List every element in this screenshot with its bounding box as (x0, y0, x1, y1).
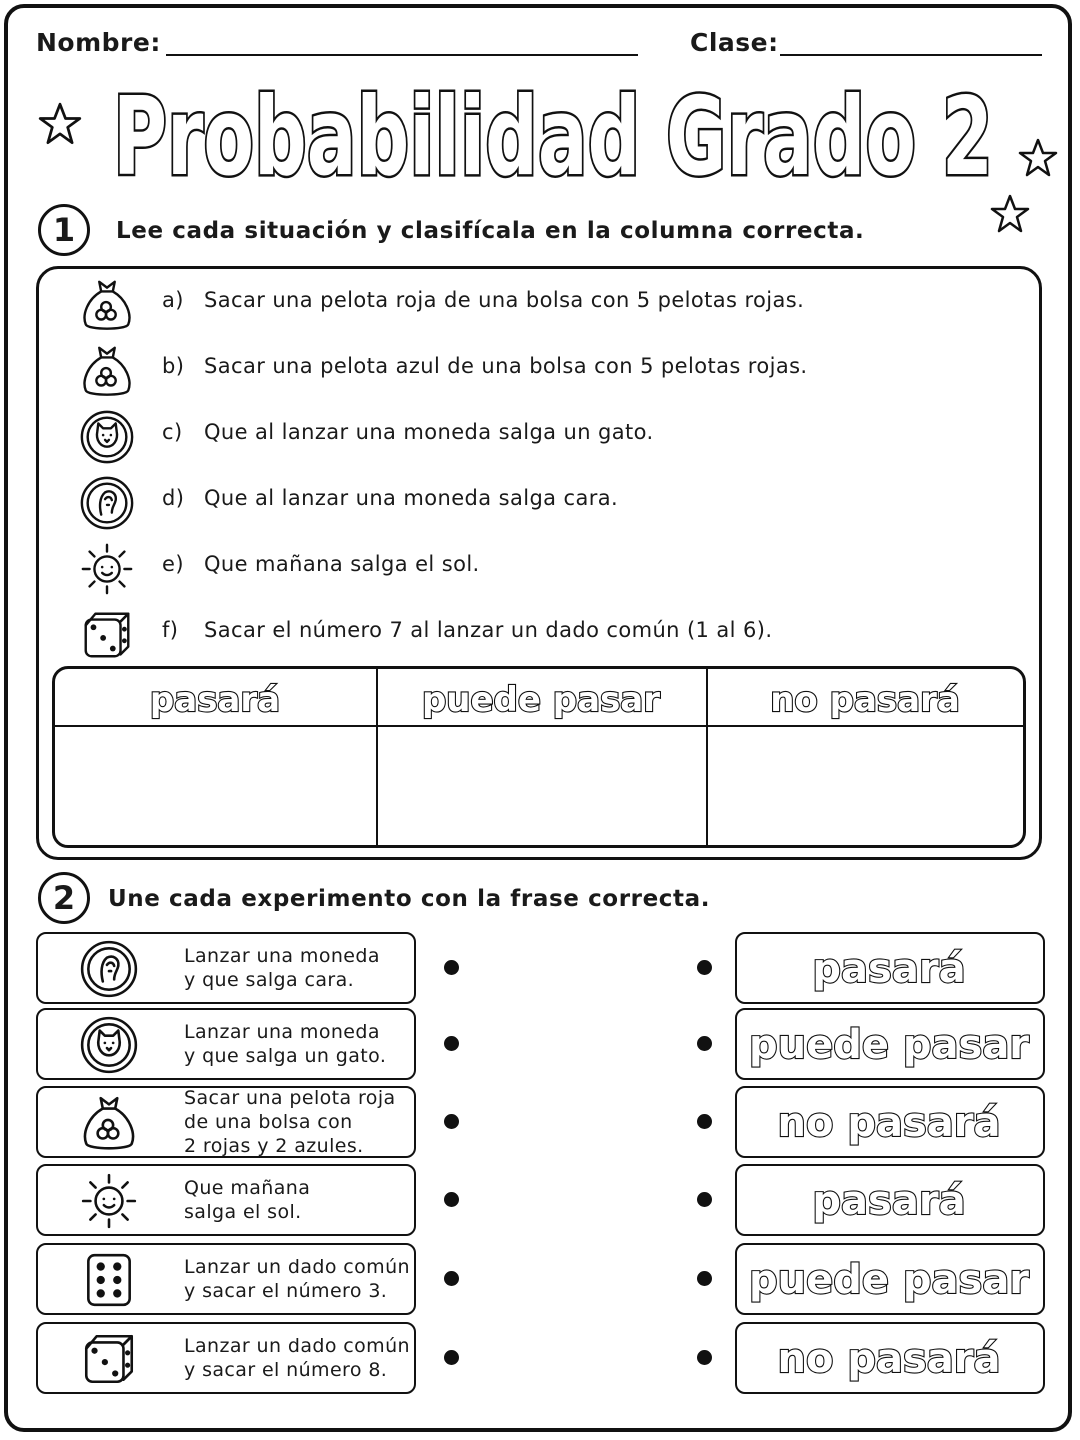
item-text: Que mañana salga el sol. (204, 552, 480, 576)
die-icon (78, 1328, 140, 1390)
match-dot-left[interactable] (444, 1192, 459, 1207)
phrase-label (737, 1010, 1042, 1077)
item-text: Sacar una pelota roja de una bolsa con 5 pelotas rojas. (204, 288, 805, 312)
column-header-pasara (55, 669, 376, 725)
face-coin-icon (78, 474, 136, 532)
phrase-card (735, 1008, 1045, 1080)
name-line[interactable] (166, 54, 638, 56)
die-icon (78, 606, 136, 664)
bag-of-balls-icon (78, 276, 136, 334)
item-letter: b) (162, 354, 185, 378)
match-dot-right[interactable] (697, 1036, 712, 1051)
answer-cell-no-pasara[interactable] (708, 727, 1026, 847)
match-dot-left[interactable] (444, 1036, 459, 1051)
bag-of-balls-icon (78, 1092, 140, 1154)
item-letter: f) (162, 618, 179, 642)
phrase-card (735, 1322, 1045, 1394)
experiment-text: Lanzar una moneda y que salga cara. (184, 945, 380, 991)
situation-item (162, 354, 808, 378)
match-dot-left[interactable] (444, 960, 459, 975)
match-dot-right[interactable] (697, 960, 712, 975)
star-icon (38, 102, 82, 146)
item-text: Sacar el número 7 al lanzar un dado común (1 al 6). (204, 618, 773, 642)
match-dot-right[interactable] (697, 1192, 712, 1207)
cat-coin-icon (78, 408, 136, 466)
svg-text:puede pasar: puede pasar (421, 680, 661, 720)
svg-text:pasará: pasará (812, 946, 966, 992)
svg-text:puede pasar: puede pasar (748, 1022, 1030, 1068)
answer-cell-pasara[interactable] (55, 727, 376, 847)
match-dot-left[interactable] (444, 1114, 459, 1129)
experiment-card (36, 1164, 416, 1236)
class-line[interactable] (780, 54, 1042, 56)
phrase-label (737, 1166, 1042, 1233)
experiment-card (36, 1008, 416, 1080)
class-label: Clase: (690, 28, 779, 57)
item-letter: c) (162, 420, 183, 444)
item-letter: a) (162, 288, 184, 312)
column-header-no-pasara (706, 669, 1024, 725)
phrase-label (737, 934, 1042, 1001)
svg-text:Probabilidad Grado 2: Probabilidad Grado 2 (113, 75, 993, 200)
phrase-label (737, 1245, 1042, 1312)
experiment-text: Sacar una pelota roja de una bolsa con 2 rojas y 2 azules. (184, 1087, 396, 1157)
item-letter: e) (162, 552, 184, 576)
experiment-text: Lanzar una moneda y que salga un gato. (184, 1021, 387, 1067)
sun-icon (78, 1170, 140, 1232)
match-dot-right[interactable] (697, 1114, 712, 1129)
column-header-puede-pasar (376, 669, 706, 725)
experiment-card (36, 1243, 416, 1315)
section-number: 2 (38, 872, 90, 924)
section-number: 1 (38, 204, 90, 256)
situation-item (162, 420, 654, 444)
star-icon (1018, 138, 1058, 178)
section-instruction: Une cada experimento con la frase correcta. (108, 886, 711, 912)
experiment-card (36, 1322, 416, 1394)
sun-icon (78, 540, 136, 598)
item-text: Sacar una pelota azul de una bolsa con 5 pelotas rojas. (204, 354, 808, 378)
experiment-text: Que mañana salga el sol. (184, 1177, 311, 1223)
svg-text:no pasará: no pasará (777, 1100, 1001, 1146)
phrase-label (737, 1088, 1042, 1155)
bag-of-balls-icon (78, 342, 136, 400)
section-instruction: Lee cada situación y clasifícala en la columna correcta. (116, 218, 865, 244)
svg-text:pasará: pasará (149, 680, 281, 720)
svg-text:no pasará: no pasará (770, 680, 960, 720)
phrase-card (735, 932, 1045, 1004)
experiment-text: Lanzar un dado común y sacar el número 3. (184, 1256, 410, 1302)
page-title (108, 66, 998, 200)
svg-text:pasará: pasará (812, 1178, 966, 1224)
classification-table (52, 666, 1026, 848)
match-dot-left[interactable] (444, 1271, 459, 1286)
experiment-text: Lanzar un dado común y sacar el número 8. (184, 1335, 410, 1381)
face-coin-icon (78, 938, 140, 1000)
experiment-card (36, 1086, 416, 1158)
die-six-icon (78, 1249, 140, 1311)
experiment-card (36, 932, 416, 1004)
match-dot-right[interactable] (697, 1350, 712, 1365)
svg-text:no pasará: no pasará (777, 1336, 1001, 1382)
situation-item (162, 552, 480, 576)
item-text: Que al lanzar una moneda salga un gato. (204, 420, 654, 444)
match-dot-right[interactable] (697, 1271, 712, 1286)
situation-item (162, 486, 618, 510)
item-letter: d) (162, 486, 185, 510)
phrase-label (737, 1324, 1042, 1391)
phrase-card (735, 1164, 1045, 1236)
name-label: Nombre: (36, 28, 161, 57)
svg-text:puede pasar: puede pasar (748, 1257, 1030, 1303)
cat-coin-icon (78, 1014, 140, 1076)
item-text: Que al lanzar una moneda salga cara. (204, 486, 619, 510)
situation-item (162, 288, 804, 312)
phrase-card (735, 1243, 1045, 1315)
situation-item (162, 618, 772, 642)
answer-cell-puede-pasar[interactable] (378, 727, 706, 847)
star-icon (990, 194, 1030, 234)
match-dot-left[interactable] (444, 1350, 459, 1365)
phrase-card (735, 1086, 1045, 1158)
